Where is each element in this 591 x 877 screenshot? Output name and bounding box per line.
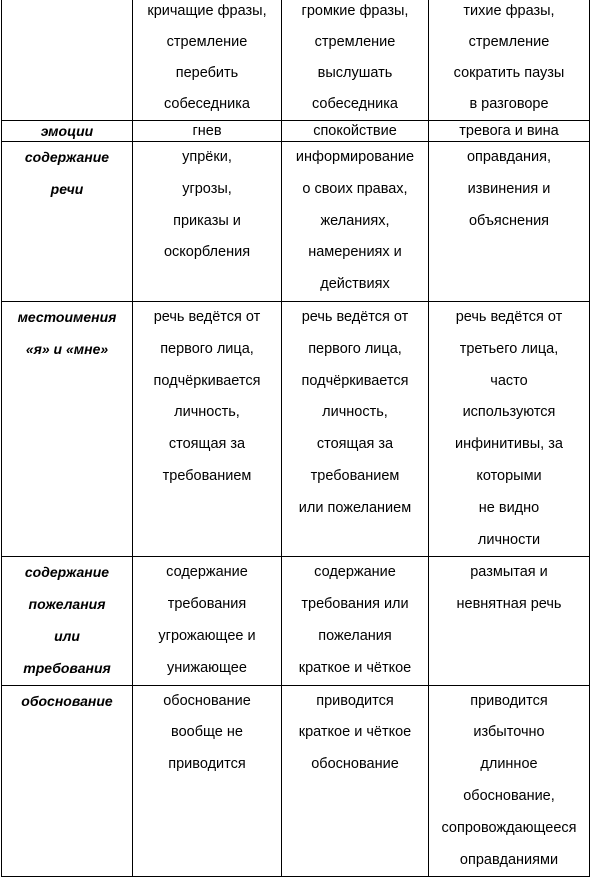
cell-text-line: угрозы, bbox=[182, 180, 232, 197]
cell-text-line: перебить bbox=[175, 65, 239, 81]
cell-text-line: стремление bbox=[314, 34, 396, 50]
cell-text-line: краткое и чёткое bbox=[298, 724, 412, 741]
row-label-line: содержание bbox=[24, 149, 110, 165]
cell-text-line: о своих правах, bbox=[302, 180, 408, 197]
table-cell bbox=[133, 142, 282, 302]
comparison-table bbox=[1, 0, 590, 877]
cell-text-line: пожелания bbox=[318, 627, 392, 644]
cell-text-line: спокойствие bbox=[313, 123, 397, 139]
cell-text-line: инфинитивы, за bbox=[455, 436, 563, 453]
row-label-cell bbox=[2, 142, 133, 302]
table-row-speech-content bbox=[2, 142, 590, 302]
cell-text-line: речь ведётся от bbox=[455, 308, 563, 325]
cell-text-line: длинное bbox=[480, 756, 538, 773]
cell-text-line: личность, bbox=[174, 404, 240, 421]
cell-text-line: обоснование bbox=[163, 692, 251, 709]
cell-text-line: избыточно bbox=[473, 724, 545, 741]
row-label-line: «я» и «мне» bbox=[25, 340, 109, 357]
cell-text-line: сократить паузы bbox=[453, 65, 565, 81]
table-cell bbox=[133, 685, 282, 877]
row-label-line: эмоции bbox=[40, 123, 94, 139]
cell-text-line: объяснения bbox=[468, 212, 550, 229]
cell-text-line: оскорбления bbox=[163, 244, 251, 261]
table-cell bbox=[282, 685, 429, 877]
table-row-wish-content bbox=[2, 557, 590, 685]
table-row-justification bbox=[2, 685, 590, 877]
row-label-line: или bbox=[54, 627, 80, 644]
cell-text-line: первого лица, bbox=[160, 340, 254, 357]
cell-text-line: приводится bbox=[470, 692, 548, 709]
table-cell bbox=[133, 301, 282, 556]
cell-text-line: в разговоре bbox=[469, 96, 549, 112]
table-cell bbox=[133, 0, 282, 121]
table-cell bbox=[282, 121, 429, 142]
table-cell bbox=[282, 0, 429, 121]
table-cell bbox=[282, 557, 429, 685]
cell-text-line: приводится bbox=[316, 692, 394, 709]
cell-text-line: размытая и bbox=[470, 564, 548, 581]
cell-text-line: третьего лица, bbox=[459, 340, 559, 357]
cell-text-line: личность, bbox=[322, 404, 388, 421]
cell-text-line: тревога и вина bbox=[459, 123, 559, 139]
cell-text-line: подчёркивается bbox=[153, 372, 261, 389]
cell-text-line: гнев bbox=[192, 123, 222, 139]
cell-text-line: подчёркивается bbox=[301, 372, 409, 389]
cell-text-line: выслушать bbox=[317, 65, 393, 81]
cell-text-line: желаниях, bbox=[320, 212, 390, 229]
cell-text-line: содержание bbox=[166, 564, 248, 581]
cell-text-line: речь ведётся от bbox=[301, 308, 409, 325]
cell-text-line: собеседника bbox=[312, 96, 398, 112]
cell-text-line: краткое и чёткое bbox=[298, 659, 412, 676]
table-body bbox=[2, 0, 590, 877]
row-label-line: требования bbox=[23, 659, 111, 676]
cell-text-line: кричащие фразы, bbox=[147, 3, 267, 19]
cell-text-line: не видно bbox=[478, 499, 540, 516]
cell-text-line: оправдания, bbox=[466, 149, 552, 165]
row-label-line: содержание bbox=[24, 564, 110, 581]
cell-text-line: вообще не bbox=[171, 724, 243, 741]
cell-text-line: упрёки, bbox=[182, 149, 232, 165]
cell-text-line: которыми bbox=[476, 467, 542, 484]
row-label-cell bbox=[2, 301, 133, 556]
cell-text-line: извинения и bbox=[467, 180, 551, 197]
row-label-cell bbox=[2, 557, 133, 685]
cell-text-line: информирование bbox=[295, 149, 415, 165]
cell-text-line: или пожеланием bbox=[298, 499, 412, 516]
cell-text-line: стремление bbox=[166, 34, 248, 50]
cell-text-line: унижающее bbox=[167, 659, 247, 676]
table-cell bbox=[282, 301, 429, 556]
table-row-emotions bbox=[2, 121, 590, 142]
row-label-line: речи bbox=[50, 180, 84, 197]
cell-text-line: требования bbox=[167, 596, 247, 613]
cell-text-line: обоснование bbox=[311, 756, 399, 773]
cell-text-line: требованием bbox=[162, 467, 252, 484]
cell-text-line: собеседника bbox=[164, 96, 250, 112]
cell-text-line: требования или bbox=[301, 596, 409, 613]
cell-text-line: громкие фразы, bbox=[301, 3, 409, 19]
cell-text-line: невнятная речь bbox=[456, 596, 562, 613]
row-label-line: пожелания bbox=[28, 596, 106, 613]
table-cell bbox=[133, 557, 282, 685]
table-cell bbox=[282, 142, 429, 302]
table-cell bbox=[429, 685, 590, 877]
row-label-cell bbox=[2, 0, 133, 121]
cell-text-line: тихие фразы, bbox=[463, 3, 555, 19]
cell-text-line: приводится bbox=[168, 756, 246, 773]
cell-text-line: часто bbox=[490, 372, 528, 389]
cell-text-line: угрожающее и bbox=[158, 627, 256, 644]
cell-text-line: содержание bbox=[314, 564, 396, 581]
table-cell bbox=[133, 121, 282, 142]
row-label-line: обоснование bbox=[21, 692, 113, 709]
cell-text-line: требованием bbox=[310, 467, 400, 484]
row-label-line: местоимения bbox=[17, 308, 117, 325]
row-label-cell bbox=[2, 121, 133, 142]
table-cell bbox=[429, 121, 590, 142]
table-cell bbox=[429, 301, 590, 556]
cell-text-line: используются bbox=[462, 404, 556, 421]
cell-text-line: действиях bbox=[320, 276, 390, 293]
table-cell bbox=[429, 0, 590, 121]
cell-text-line: стремление bbox=[468, 34, 550, 50]
cell-text-line: оправданиями bbox=[459, 851, 559, 868]
table-row-behavior bbox=[2, 0, 590, 121]
cell-text-line: обоснование, bbox=[463, 787, 555, 804]
cell-text-line: стоящая за bbox=[316, 436, 394, 453]
cell-text-line: речь ведётся от bbox=[153, 308, 261, 325]
table-row-pronouns bbox=[2, 301, 590, 556]
cell-text-line: первого лица, bbox=[308, 340, 402, 357]
cell-text-line: личности bbox=[477, 531, 541, 548]
cell-text-line: намерениях и bbox=[308, 244, 402, 261]
cell-text-line: стоящая за bbox=[168, 436, 246, 453]
table-cell bbox=[429, 142, 590, 302]
row-label-cell bbox=[2, 685, 133, 877]
cell-text-line: сопровождающееся bbox=[441, 819, 577, 836]
cell-text-line: приказы и bbox=[173, 212, 241, 229]
table-cell bbox=[429, 557, 590, 685]
